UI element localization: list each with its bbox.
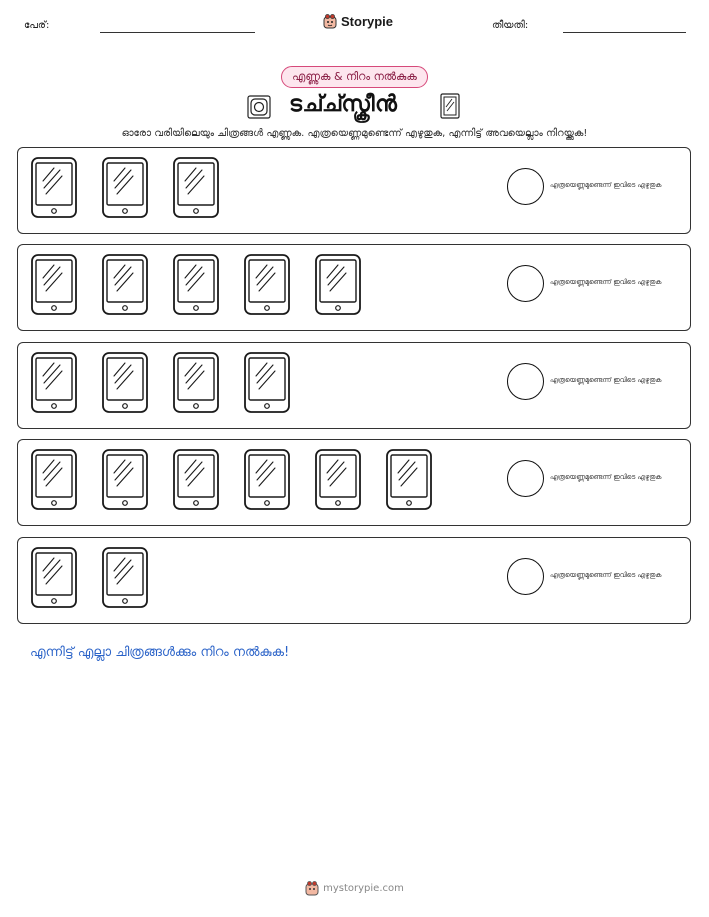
page-title: ടച്ച്സ്ക്രീൻ: [289, 92, 398, 117]
tablet-icon: [173, 254, 219, 315]
brand-name: Storypie: [341, 13, 394, 29]
activity-badge: എണ്ണുക & നിറം നൽകുക: [281, 66, 428, 88]
title-left-icon: [247, 95, 271, 123]
tablet-icon: [31, 352, 77, 413]
answer-circle[interactable]: [507, 265, 544, 302]
storypie-logo-icon: [305, 880, 319, 896]
tablet-icon: [102, 157, 148, 218]
answer-circle[interactable]: [507, 558, 544, 595]
storypie-logo-icon: [323, 13, 337, 29]
tablet-icon: [173, 157, 219, 218]
name-line[interactable]: [100, 32, 255, 33]
tablet-icon: [31, 547, 77, 608]
answer-hint: എത്രയെണ്ണമുണ്ടെന്ന് ഇവിടെ എഴുതുക: [550, 473, 662, 481]
count-row: [17, 439, 691, 526]
tablet-icon: [31, 157, 77, 218]
instructions: ഓരോ വരിയിലെയും ചിത്രങ്ങൾ എണ്ണുക. എത്രയെണ്ണമുണ്ടെന്ന് എഴുതുക, എന്നിട്ട് അവയെല്ലാം നിറയ്ക്കുക!: [121, 128, 588, 139]
tablet-icon: [315, 449, 361, 510]
answer-circle[interactable]: [507, 363, 544, 400]
tablet-icon: [173, 352, 219, 413]
answer-circle[interactable]: [507, 168, 544, 205]
color-instruction: എന്നിട്ട് എല്ലാ ചിത്രങ്ങൾക്കും നിറം നൽകുക!: [30, 645, 290, 660]
tablet-icon: [244, 352, 290, 413]
footer-site: mystorypie.com: [323, 882, 404, 894]
count-row: [17, 244, 691, 331]
date-line[interactable]: [563, 32, 686, 33]
tablet-icon: [31, 449, 77, 510]
answer-hint: എത്രയെണ്ണമുണ്ടെന്ന് ഇവിടെ എഴുതുക: [550, 278, 662, 286]
date-label: തീയതി:: [492, 20, 529, 31]
answer-circle[interactable]: [507, 460, 544, 497]
tablet-icon: [102, 547, 148, 608]
count-row: [17, 537, 691, 624]
footer: [305, 880, 404, 896]
tablet-icon: [173, 449, 219, 510]
answer-hint: എത്രയെണ്ണമുണ്ടെന്ന് ഇവിടെ എഴുതുക: [550, 571, 662, 579]
tablet-icon: [102, 254, 148, 315]
name-label: പേര്:: [24, 20, 50, 31]
tablet-icon: [315, 254, 361, 315]
title-right-icon: [440, 93, 460, 123]
tablet-icon: [31, 254, 77, 315]
answer-hint: എത്രയെണ്ണമുണ്ടെന്ന് ഇവിടെ എഴുതുക: [550, 376, 662, 384]
brand-logo: [323, 13, 393, 29]
count-row: [17, 342, 691, 429]
count-row: [17, 147, 691, 234]
tablet-icon: [386, 449, 432, 510]
tablet-icon: [102, 352, 148, 413]
tablet-icon: [102, 449, 148, 510]
answer-hint: എത്രയെണ്ണമുണ്ടെന്ന് ഇവിടെ എഴുതുക: [550, 181, 662, 189]
tablet-icon: [244, 449, 290, 510]
tablet-icon: [244, 254, 290, 315]
